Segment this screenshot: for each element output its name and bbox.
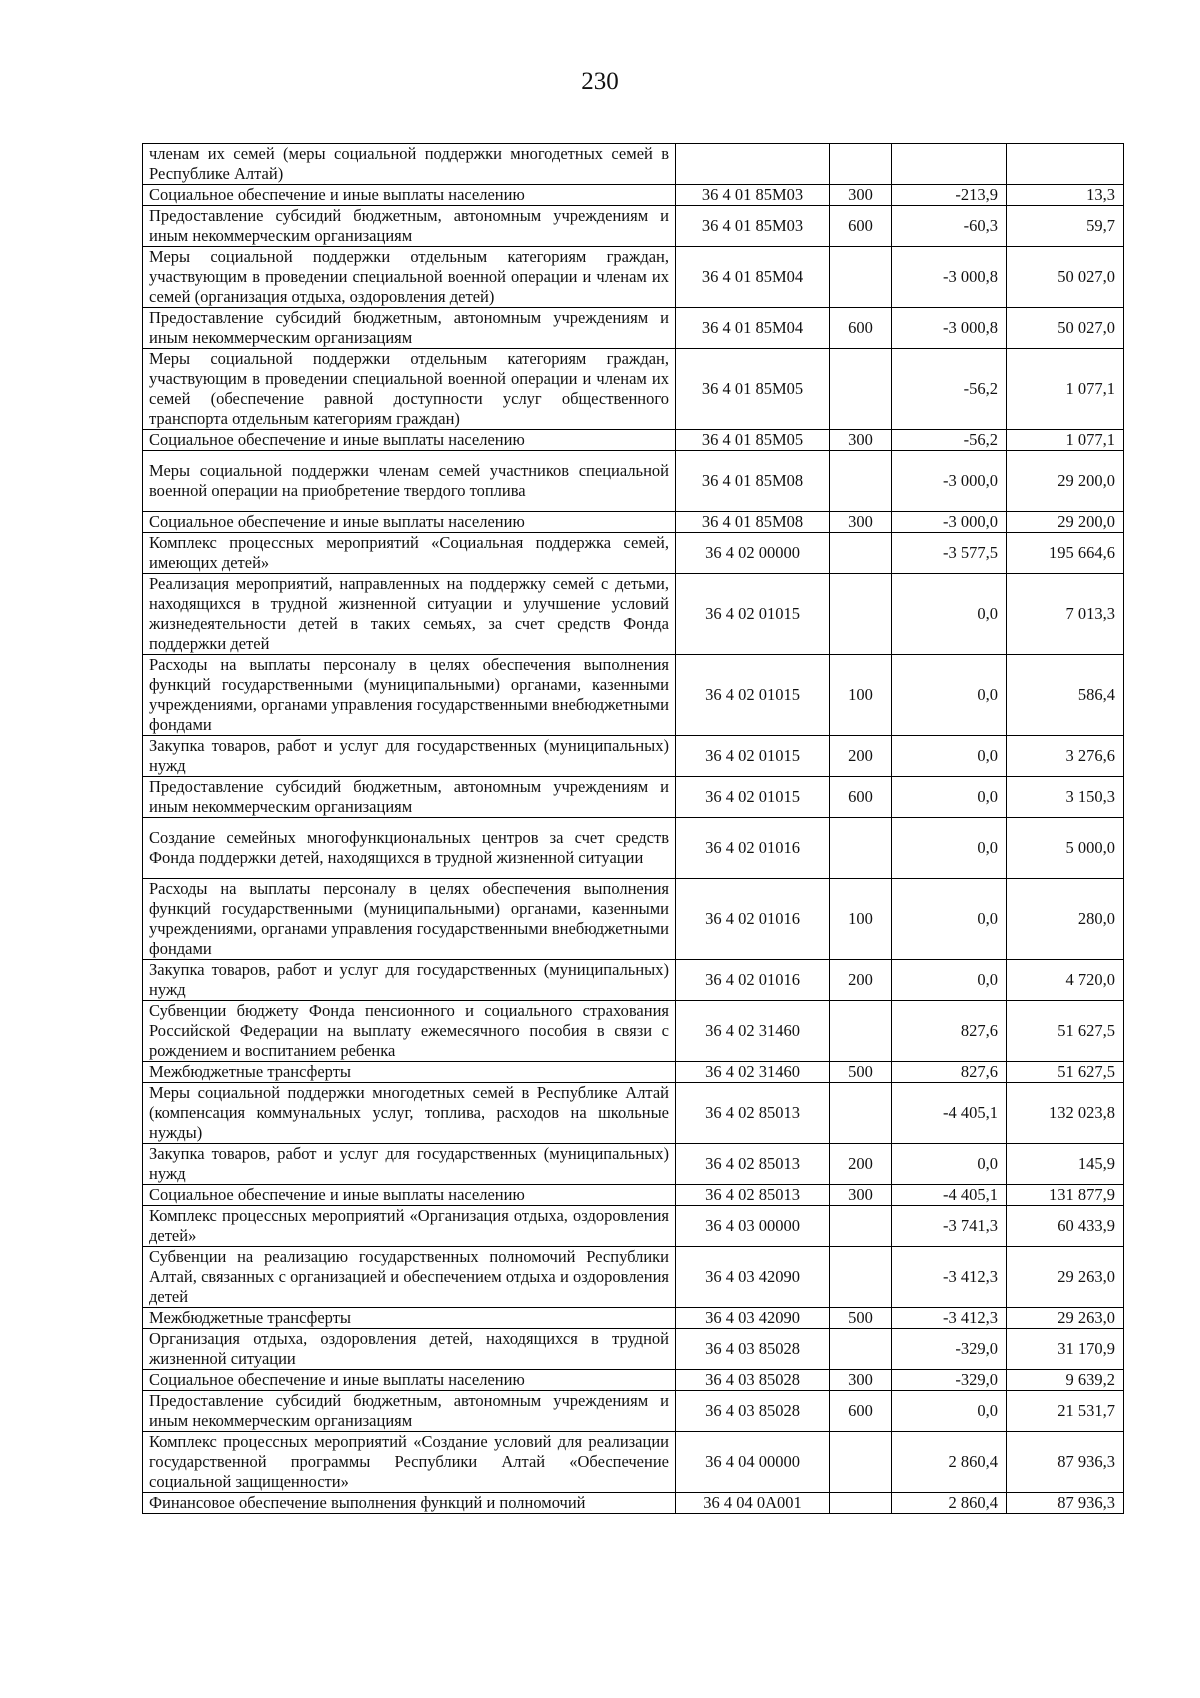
table-row [143,1247,1124,1308]
table-row [143,1206,1124,1247]
target-code-cell: 36 4 03 00000 [676,1206,830,1247]
expense-type-cell [830,818,892,879]
target-code-cell: 36 4 01 85M05 [676,349,830,430]
change-amount-cell: -60,3 [892,206,1007,247]
expense-name-cell: Меры социальной поддержки отдельным категориям граждан, участвующим в проведении специальной военной операции и членам их семей (организация отдыха, оздоровления детей) [143,247,676,308]
expense-type-cell: 200 [830,960,892,1001]
expense-type-cell [830,1083,892,1144]
change-amount-cell: 2 860,4 [892,1432,1007,1493]
target-code-cell: 36 4 03 85028 [676,1370,830,1391]
expense-type-cell [830,1493,892,1514]
expense-name-cell: Предоставление субсидий бюджетным, автономным учреждениям и иным некоммерческим организациям [143,308,676,349]
table-row [143,1391,1124,1432]
total-amount-cell: 29 263,0 [1007,1247,1124,1308]
expense-type-cell: 200 [830,1144,892,1185]
target-code-cell: 36 4 03 85028 [676,1329,830,1370]
total-amount-cell: 132 023,8 [1007,1083,1124,1144]
total-amount-cell: 195 664,6 [1007,533,1124,574]
change-amount-cell: 827,6 [892,1062,1007,1083]
change-amount-cell: -4 405,1 [892,1083,1007,1144]
expense-type-cell [830,1206,892,1247]
change-amount-cell: -213,9 [892,185,1007,206]
expense-name-cell: Финансовое обеспечение выполнения функций и полномочий [143,1493,676,1514]
total-amount-cell: 87 936,3 [1007,1432,1124,1493]
total-amount-cell [1007,144,1124,185]
total-amount-cell: 145,9 [1007,1144,1124,1185]
target-code-cell: 36 4 01 85M08 [676,512,830,533]
table-row [143,430,1124,451]
target-code-cell: 36 4 02 85013 [676,1144,830,1185]
target-code-cell: 36 4 01 85M04 [676,308,830,349]
expense-type-cell: 300 [830,185,892,206]
change-amount-cell [892,144,1007,185]
total-amount-cell: 29 263,0 [1007,1308,1124,1329]
change-amount-cell: -3 412,3 [892,1308,1007,1329]
table-row [143,512,1124,533]
total-amount-cell: 131 877,9 [1007,1185,1124,1206]
target-code-cell: 36 4 02 85013 [676,1185,830,1206]
expense-name-cell: Организация отдыха, оздоровления детей, находящихся в трудной жизненной ситуации [143,1329,676,1370]
expense-name-cell: Меры социальной поддержки членам семей участников специальной военной операции на приобретение твердого топлива [143,451,676,512]
expense-name-cell: Социальное обеспечение и иные выплаты населению [143,185,676,206]
expense-name-cell: Социальное обеспечение и иные выплаты населению [143,512,676,533]
table-row [143,1001,1124,1062]
expense-type-cell: 500 [830,1062,892,1083]
table-row [143,1083,1124,1144]
change-amount-cell: -3 577,5 [892,533,1007,574]
total-amount-cell: 1 077,1 [1007,349,1124,430]
total-amount-cell: 87 936,3 [1007,1493,1124,1514]
total-amount-cell: 9 639,2 [1007,1370,1124,1391]
expense-name-cell: Субвенции на реализацию государственных полномочий Республики Алтай, связанных с организацией и обеспечением отдыха и оздоровления детей [143,1247,676,1308]
change-amount-cell: 0,0 [892,1391,1007,1432]
expense-name-cell: Социальное обеспечение и иные выплаты населению [143,1185,676,1206]
expense-type-cell [830,1001,892,1062]
change-amount-cell: -4 405,1 [892,1185,1007,1206]
target-code-cell: 36 4 01 85M03 [676,206,830,247]
expense-type-cell: 200 [830,736,892,777]
budget-table [142,143,1124,1514]
change-amount-cell: 0,0 [892,960,1007,1001]
expense-type-cell: 100 [830,879,892,960]
expense-type-cell [830,1329,892,1370]
table-row [143,655,1124,736]
table-row [143,349,1124,430]
total-amount-cell: 1 077,1 [1007,430,1124,451]
target-code-cell: 36 4 02 01016 [676,879,830,960]
expense-type-cell: 600 [830,1391,892,1432]
expense-type-cell [830,247,892,308]
expense-name-cell: Комплекс процессных мероприятий «Организация отдыха, оздоровления детей» [143,1206,676,1247]
table-row [143,960,1124,1001]
target-code-cell: 36 4 02 01015 [676,655,830,736]
expense-name-cell: Закупка товаров, работ и услуг для государственных (муниципальных) нужд [143,1144,676,1185]
change-amount-cell: -3 000,8 [892,247,1007,308]
table-row [143,206,1124,247]
total-amount-cell: 3 276,6 [1007,736,1124,777]
target-code-cell: 36 4 01 85M08 [676,451,830,512]
target-code-cell: 36 4 04 0A001 [676,1493,830,1514]
total-amount-cell: 586,4 [1007,655,1124,736]
total-amount-cell: 7 013,3 [1007,574,1124,655]
expense-name-cell: Предоставление субсидий бюджетным, автономным учреждениям и иным некоммерческим организациям [143,777,676,818]
table-row [143,1493,1124,1514]
target-code-cell: 36 4 02 01016 [676,818,830,879]
table-row [143,1144,1124,1185]
change-amount-cell: -3 000,0 [892,451,1007,512]
expense-type-cell [830,144,892,185]
expense-type-cell: 100 [830,655,892,736]
target-code-cell: 36 4 03 42090 [676,1308,830,1329]
target-code-cell: 36 4 02 01015 [676,736,830,777]
total-amount-cell: 59,7 [1007,206,1124,247]
table-row [143,308,1124,349]
table-row [143,574,1124,655]
table-row [143,1185,1124,1206]
target-code-cell: 36 4 01 85M04 [676,247,830,308]
expense-name-cell: Комплекс процессных мероприятий «Создание условий для реализации государственной программы Республики Алтай «Обеспечение социальной защищенности» [143,1432,676,1493]
table-row [143,879,1124,960]
change-amount-cell: 0,0 [892,879,1007,960]
change-amount-cell: -3 741,3 [892,1206,1007,1247]
change-amount-cell: 827,6 [892,1001,1007,1062]
table-row [143,1062,1124,1083]
expense-type-cell: 300 [830,1370,892,1391]
total-amount-cell: 31 170,9 [1007,1329,1124,1370]
total-amount-cell: 50 027,0 [1007,247,1124,308]
target-code-cell: 36 4 01 85M05 [676,430,830,451]
total-amount-cell: 3 150,3 [1007,777,1124,818]
page-number: 230 [581,68,619,95]
table-body [143,144,1124,1514]
target-code-cell: 36 4 02 01016 [676,960,830,1001]
total-amount-cell: 51 627,5 [1007,1062,1124,1083]
expense-name-cell: Закупка товаров, работ и услуг для государственных (муниципальных) нужд [143,736,676,777]
expense-type-cell: 600 [830,777,892,818]
total-amount-cell: 21 531,7 [1007,1391,1124,1432]
expense-type-cell [830,1247,892,1308]
table-row [143,736,1124,777]
target-code-cell: 36 4 03 85028 [676,1391,830,1432]
target-code-cell: 36 4 02 85013 [676,1083,830,1144]
table-row [143,185,1124,206]
total-amount-cell: 29 200,0 [1007,512,1124,533]
total-amount-cell: 280,0 [1007,879,1124,960]
expense-name-cell: Социальное обеспечение и иные выплаты населению [143,430,676,451]
expense-name-cell: Расходы на выплаты персоналу в целях обеспечения выполнения функций государственными (муниципальными) органами, казенными учреждениями, органами управления государственными внебюджетными фондами [143,879,676,960]
change-amount-cell: -3 412,3 [892,1247,1007,1308]
change-amount-cell: -56,2 [892,430,1007,451]
expense-name-cell: Создание семейных многофункциональных центров за счет средств Фонда поддержки детей, находящихся в трудной жизненной ситуации [143,818,676,879]
expense-name-cell: Меры социальной поддержки многодетных семей в Республике Алтай (компенсация коммунальных услуг, топлива, расходов на школьные нужды) [143,1083,676,1144]
change-amount-cell: 0,0 [892,1144,1007,1185]
table-row [143,247,1124,308]
target-code-cell: 36 4 02 01015 [676,574,830,655]
expense-type-cell: 600 [830,308,892,349]
change-amount-cell: 0,0 [892,777,1007,818]
expense-type-cell: 500 [830,1308,892,1329]
table-row [143,451,1124,512]
total-amount-cell: 50 027,0 [1007,308,1124,349]
expense-type-cell [830,533,892,574]
change-amount-cell: 2 860,4 [892,1493,1007,1514]
change-amount-cell: -56,2 [892,349,1007,430]
change-amount-cell: 0,0 [892,574,1007,655]
table-row [143,818,1124,879]
target-code-cell: 36 4 02 31460 [676,1062,830,1083]
target-code-cell: 36 4 04 00000 [676,1432,830,1493]
expense-name-cell: Закупка товаров, работ и услуг для государственных (муниципальных) нужд [143,960,676,1001]
total-amount-cell: 29 200,0 [1007,451,1124,512]
table-row [143,777,1124,818]
change-amount-cell: 0,0 [892,655,1007,736]
expense-type-cell: 300 [830,512,892,533]
change-amount-cell: -3 000,8 [892,308,1007,349]
expense-type-cell: 300 [830,1185,892,1206]
total-amount-cell: 4 720,0 [1007,960,1124,1001]
table-row [143,1370,1124,1391]
target-code-cell: 36 4 02 00000 [676,533,830,574]
expense-name-cell: Предоставление субсидий бюджетным, автономным учреждениям и иным некоммерческим организациям [143,206,676,247]
expense-name-cell: Реализация мероприятий, направленных на поддержку семей с детьми, находящихся в трудной жизненной ситуации и улучшение условий жизнедеятельности детей в таких семьях, за счет средств Фонда поддержки детей [143,574,676,655]
expense-name-cell: Межбюджетные трансферты [143,1062,676,1083]
expense-type-cell [830,574,892,655]
table-row [143,1308,1124,1329]
expense-name-cell: Комплекс процессных мероприятий «Социальная поддержка семей, имеющих детей» [143,533,676,574]
total-amount-cell: 51 627,5 [1007,1001,1124,1062]
total-amount-cell: 13,3 [1007,185,1124,206]
target-code-cell: 36 4 02 31460 [676,1001,830,1062]
expense-type-cell [830,349,892,430]
target-code-cell: 36 4 01 85M03 [676,185,830,206]
table-row [143,533,1124,574]
expense-name-cell: Социальное обеспечение и иные выплаты населению [143,1370,676,1391]
target-code-cell: 36 4 02 01015 [676,777,830,818]
table-row [143,1329,1124,1370]
table-row [143,144,1124,185]
expense-name-cell: Меры социальной поддержки отдельным категориям граждан, участвующим в проведении специальной военной операции и членам их семей (обеспечение равной доступности услуг общественного транспорта отдельным категориям граждан) [143,349,676,430]
expense-type-cell: 300 [830,430,892,451]
expense-type-cell: 600 [830,206,892,247]
expense-name-cell: членам их семей (меры социальной поддержки многодетных семей в Республике Алтай) [143,144,676,185]
expense-name-cell: Субвенции бюджету Фонда пенсионного и социального страхования Российской Федерации на выплату ежемесячного пособия в связи с рождением и воспитанием ребенка [143,1001,676,1062]
total-amount-cell: 5 000,0 [1007,818,1124,879]
change-amount-cell: 0,0 [892,736,1007,777]
expense-name-cell: Межбюджетные трансферты [143,1308,676,1329]
expense-name-cell: Предоставление субсидий бюджетным, автономным учреждениям и иным некоммерческим организациям [143,1391,676,1432]
change-amount-cell: -329,0 [892,1370,1007,1391]
expense-type-cell [830,451,892,512]
change-amount-cell: 0,0 [892,818,1007,879]
total-amount-cell: 60 433,9 [1007,1206,1124,1247]
expense-type-cell [830,1432,892,1493]
target-code-cell [676,144,830,185]
expense-name-cell: Расходы на выплаты персоналу в целях обеспечения выполнения функций государственными (муниципальными) органами, казенными учреждениями, органами управления государственными внебюджетными фондами [143,655,676,736]
change-amount-cell: -3 000,0 [892,512,1007,533]
target-code-cell: 36 4 03 42090 [676,1247,830,1308]
change-amount-cell: -329,0 [892,1329,1007,1370]
table-row [143,1432,1124,1493]
